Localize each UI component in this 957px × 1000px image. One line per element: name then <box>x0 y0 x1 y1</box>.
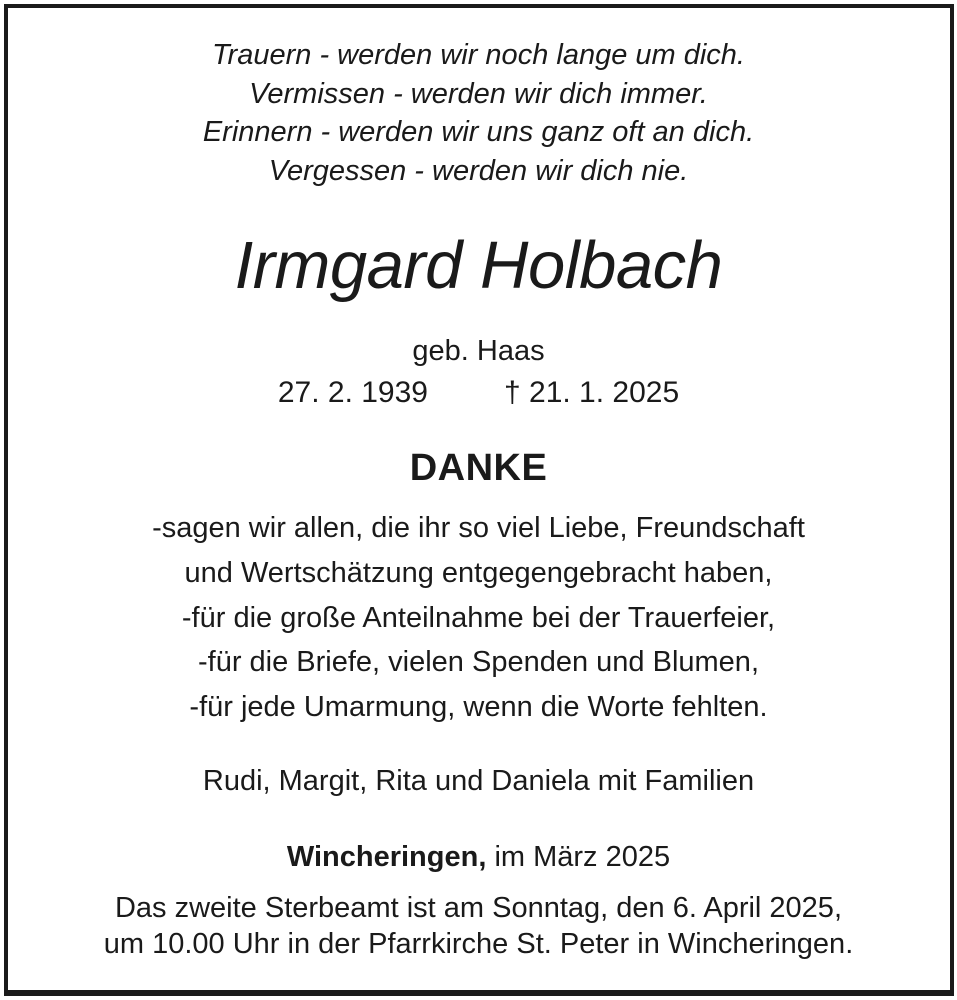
memorial-poem <box>0 36 957 190</box>
poem-line: Vergessen - werden wir dich nie. <box>268 154 689 187</box>
poem-line: Trauern - werden wir noch lange um dich. <box>212 39 745 71</box>
thanks-line: und Wertschätzung entgegengebracht haben, <box>184 556 773 589</box>
thanks-line: -für jede Umarmung, wenn die Worte fehlten. <box>189 691 768 724</box>
notice-line: Das zweite Sterbeamt ist am Sonntag, den 6. April 2025, <box>114 892 842 924</box>
deceased-name: Irmgard Holbach <box>234 228 723 303</box>
place-and-date <box>0 838 957 876</box>
place-name: Wincheringen, <box>286 841 487 873</box>
thanks-heading: DANKE <box>409 447 548 489</box>
life-dates <box>0 374 957 412</box>
poem-line: Vermissen - werden wir dich immer. <box>249 77 708 110</box>
poem-line: Erinnern - werden wir uns ganz oft an dich. <box>202 116 755 148</box>
mass-notice <box>0 890 957 962</box>
thanks-line: -für die Briefe, vielen Spenden und Blumen, <box>197 646 759 679</box>
thanks-line: -sagen wir allen, die ihr so viel Liebe, Freundschaft <box>152 512 805 544</box>
birth-date: 27. 2. 1939 <box>277 376 428 409</box>
death-date: † 21. 1. 2025 <box>503 376 680 409</box>
bereaved-family: Rudi, Margit, Rita und Daniela mit Familien <box>202 765 755 797</box>
birth-name: geb. Haas <box>412 335 545 367</box>
date-text: im März 2025 <box>494 841 671 873</box>
thanks-text <box>0 506 957 730</box>
notice-line: um 10.00 Uhr in der Pfarrkirche St. Peter in Wincheringen. <box>103 928 854 960</box>
thanks-line: -für die große Anteilnahme bei der Trauerfeier, <box>181 601 776 634</box>
